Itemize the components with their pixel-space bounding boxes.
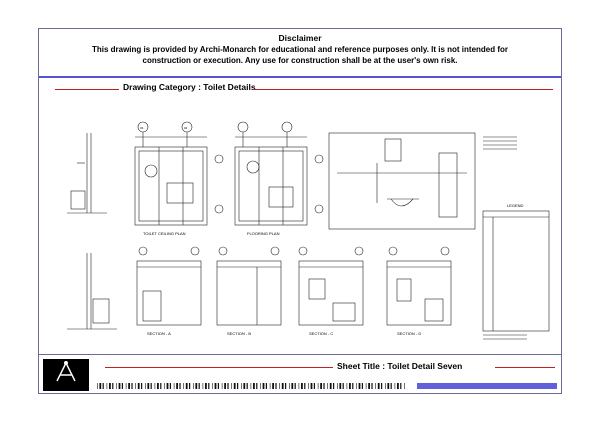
barcode-bar [208, 383, 209, 389]
barcode-bar [119, 383, 121, 389]
barcode-bar [314, 383, 315, 389]
category-label: Drawing Category : Toilet Details [123, 82, 256, 92]
barcode-bar [138, 383, 140, 389]
barcode-bar [215, 383, 217, 389]
barcode-bar [266, 383, 267, 389]
legend-title: LEGEND [507, 203, 524, 208]
barcode-bar [378, 383, 380, 389]
barcode-bar [135, 383, 136, 389]
barcode-bar [285, 383, 286, 389]
barcode-bar [272, 383, 274, 389]
barcode-bar [231, 383, 232, 389]
barcode-bar [253, 383, 255, 389]
barcode-bar [320, 383, 322, 389]
disclaimer-title: Disclaimer [278, 33, 322, 43]
barcode-bar [189, 383, 190, 389]
barcode-bar [170, 383, 171, 389]
barcode-bar [205, 383, 207, 389]
grid-label-2: 04 [184, 126, 188, 130]
barcode-bar [368, 383, 370, 389]
flooring-plan [235, 122, 323, 225]
barcode-bar [109, 383, 111, 389]
barcode-bar [339, 383, 341, 389]
section-b [217, 247, 281, 325]
barcode-bar [195, 383, 197, 389]
barcode-bar [167, 383, 169, 389]
drawing-sheet [38, 28, 562, 394]
side-elevation-bottom [67, 253, 117, 329]
section-label-a: SECTION - A [147, 331, 171, 336]
barcode-bar [203, 383, 204, 389]
barcode-bar [299, 383, 300, 389]
barcode-bar [128, 383, 130, 389]
barcode-bar [251, 383, 252, 389]
barcode-bar [179, 383, 180, 389]
barcode-bar [337, 383, 338, 389]
footer-divider [39, 354, 561, 355]
section-d [387, 247, 451, 325]
barcode-bar [352, 383, 353, 389]
blue-accent-bar [417, 383, 557, 389]
barcode-bar [356, 383, 357, 389]
section-label-c: SECTION - C [309, 331, 334, 336]
sheet-title-rule-left [105, 367, 333, 368]
barcode-bar [323, 383, 324, 389]
barcode-bar [160, 383, 161, 389]
barcode-bar [387, 383, 389, 389]
plan-label-1: TOILET CEILING PLAN [143, 231, 186, 236]
barcode-bar [218, 383, 219, 389]
barcode-bar [193, 383, 194, 389]
barcode-bar [103, 383, 104, 389]
barcode-bar [371, 383, 372, 389]
barcode-bar [362, 383, 363, 389]
barcode-bar [256, 383, 257, 389]
barcode-bar [349, 383, 351, 389]
brand-name: Archi-Monarch [49, 386, 83, 392]
barcode-bar [241, 383, 242, 389]
header-divider [39, 76, 561, 78]
barcode-bar [131, 383, 132, 389]
barcode-bar [289, 383, 290, 389]
barcode-bar [311, 383, 313, 389]
sheet-title-block [39, 360, 561, 374]
barcode-bar [391, 383, 392, 389]
barcode-bar [327, 383, 328, 389]
barcode-bar [99, 383, 101, 389]
barcode-bar [164, 383, 165, 389]
barcode-bar [343, 383, 344, 389]
barcode-bar [222, 383, 223, 389]
category-rule-right [253, 89, 553, 90]
disclaimer-line-2: construction or execution. Any use for construction shall be at the user's own risk. [142, 56, 458, 65]
drawing-category [39, 82, 561, 96]
legend-table [483, 137, 549, 339]
plan-label-2: FLOORING PLAN [247, 231, 280, 236]
barcode-bar [318, 383, 319, 389]
barcode-bar [330, 383, 332, 389]
barcode-bar [260, 383, 261, 389]
barcode-bar [186, 383, 188, 389]
barcode-bar [333, 383, 334, 389]
disclaimer-line-1: This drawing is provided by Archi-Monarch for educational and reference purposes only. It is not intended for [91, 45, 509, 54]
barcode-bar [122, 383, 123, 389]
barcode-bar [282, 383, 284, 389]
barcode-bar [301, 383, 303, 389]
sheet-title-rule-right [495, 367, 555, 368]
barcode-bar [308, 383, 309, 389]
barcode-bar [157, 383, 159, 389]
barcode-bar [97, 383, 98, 389]
sheet-title: Sheet Title : Toilet Detail Seven [337, 361, 463, 371]
barcode-bar [366, 383, 367, 389]
side-elevation-top [67, 133, 107, 213]
barcode-bar [263, 383, 265, 389]
toilet-detail-drawing [47, 103, 555, 357]
ceiling-plan [135, 122, 223, 225]
barcode-strip [97, 383, 407, 389]
barcode-bar [270, 383, 271, 389]
barcode-bar [275, 383, 276, 389]
barcode-bar [126, 383, 127, 389]
barcode-bar [112, 383, 113, 389]
barcode-bar [174, 383, 175, 389]
section-label-b: SECTION - B [227, 331, 252, 336]
barcode-bar [385, 383, 386, 389]
barcode-bar [107, 383, 108, 389]
barcode-bar [116, 383, 117, 389]
barcode-bar [304, 383, 305, 389]
grid-label-1: 03 [140, 126, 144, 130]
barcode-bar [295, 383, 296, 389]
barcode-bar [347, 383, 348, 389]
barcode-bar [237, 383, 238, 389]
barcode-bar [395, 383, 396, 389]
barcode-bar [400, 383, 401, 389]
barcode-bar [183, 383, 184, 389]
barcode-bar [279, 383, 280, 389]
wall-elevation [329, 133, 475, 229]
barcode-bar [155, 383, 156, 389]
barcode-bar [141, 383, 142, 389]
barcode-bar [212, 383, 213, 389]
section-label-d: SECTION - D [397, 331, 422, 336]
barcode-bar [243, 383, 245, 389]
barcode-bar [176, 383, 178, 389]
barcode-bar [199, 383, 200, 389]
barcode-bar [147, 383, 149, 389]
category-rule-left [55, 89, 119, 90]
barcode-bar [247, 383, 248, 389]
barcode-bar [404, 383, 405, 389]
barcode-bar [291, 383, 293, 389]
barcode-bar [381, 383, 382, 389]
disclaimer-block [39, 29, 561, 75]
barcode-bar [397, 383, 399, 389]
barcode-bar [145, 383, 146, 389]
barcode-bar [151, 383, 152, 389]
section-a [137, 247, 201, 325]
barcode-bar [359, 383, 361, 389]
barcode-bar [234, 383, 236, 389]
barcode-bar [375, 383, 376, 389]
section-c [299, 247, 363, 325]
barcode-bar [224, 383, 226, 389]
barcode-bar [227, 383, 228, 389]
